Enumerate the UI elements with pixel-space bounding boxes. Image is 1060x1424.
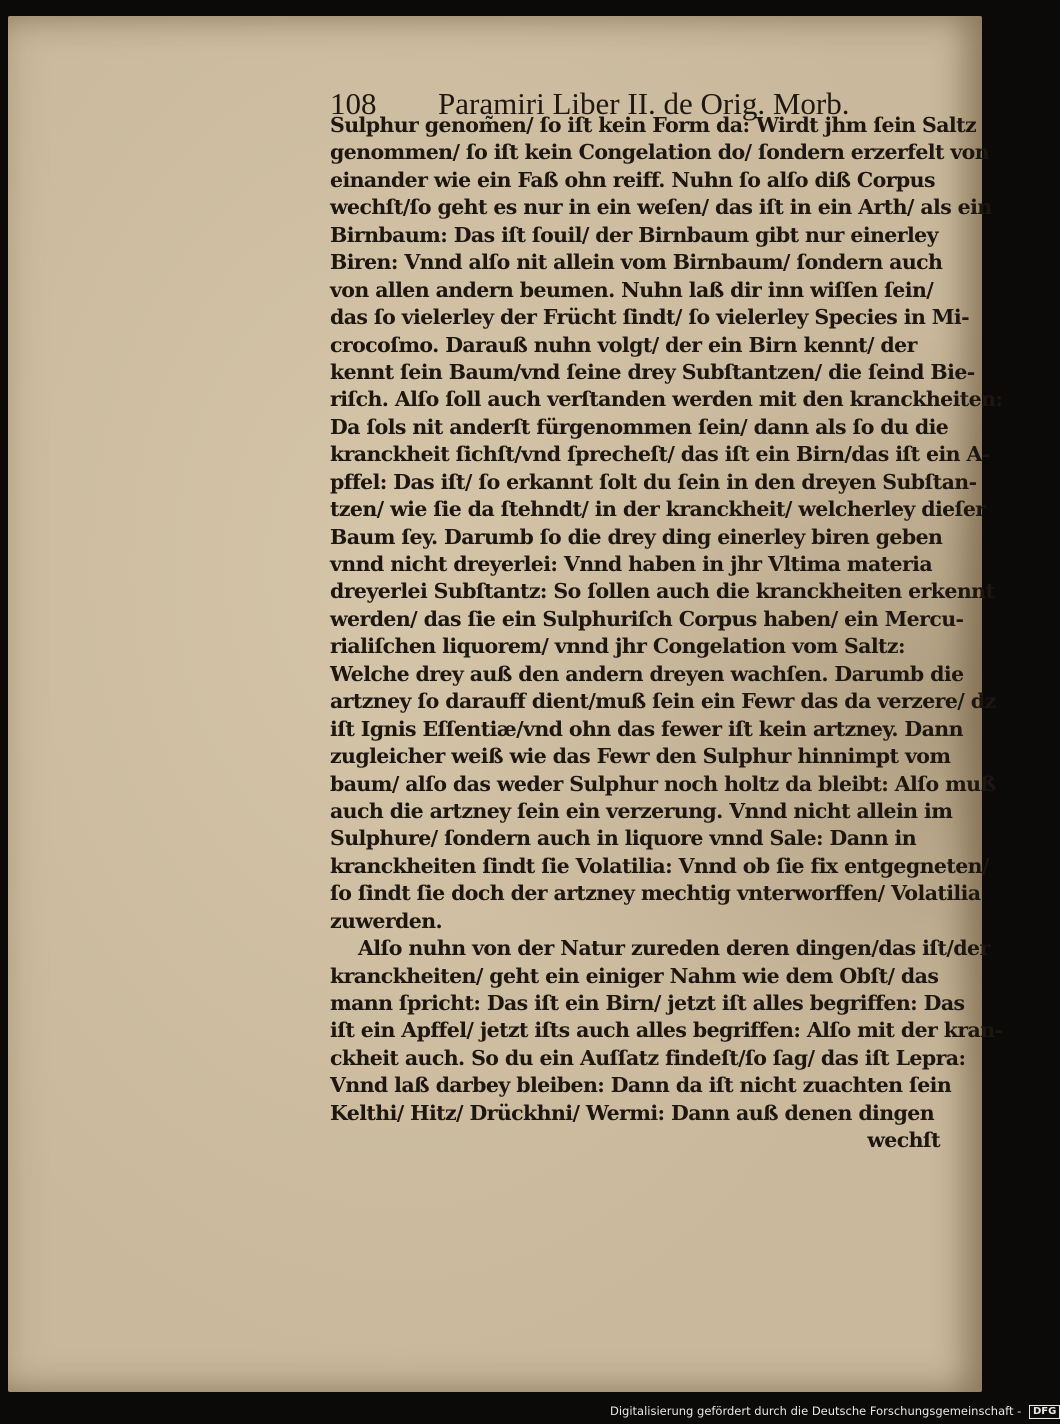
catchword: wechſt	[867, 1128, 940, 1153]
text-line: ckheit auch. So du ein Auſſatz findeſt/ſo ſag/ das iſt Lepra:	[330, 1045, 966, 1070]
text-line: von allen andern beumen. Nuhn laß dir inn wiſſen ſein/	[330, 277, 934, 302]
text-line: baum/ alſo das weder Sulphur noch holtz da bleibt: Alſo muß	[330, 771, 996, 796]
text-line: einander wie ein Faß ohn reiff. Nuhn ſo alſo diß Corpus	[330, 167, 935, 192]
text-line: iſt ein Apffel/ jetzt iſts auch alles begriffen: Alſo mit der kran-	[330, 1018, 1003, 1043]
paragraph-start-line: Alſo nuhn von der Natur zureden deren dingen/das iſt/der	[358, 936, 990, 961]
text-line: mann ſpricht: Das iſt ein Birn/ jetzt iſt alles begriffen: Das	[330, 991, 965, 1015]
credit-text: Digitalisierung gefördert durch die Deutsche Forschungsgemeinschaft -	[610, 1404, 1022, 1418]
text-line: ſo ſindt ſie doch der artzney mechtig vnterworffen/ Volatilia	[330, 881, 981, 906]
text-line: zuwerden.	[330, 908, 443, 933]
body-text	[330, 112, 1003, 1155]
dfg-logo: DFG	[1029, 1405, 1060, 1419]
text-line: das ſo vielerley der Frücht ſindt/ ſo vielerley Species in Mi-	[330, 305, 969, 330]
text-line: vnnd nicht dreyerlei: Vnnd haben in jhr Vltima materia	[330, 552, 933, 576]
text-line: pffel: Das iſt/ ſo erkannt ſolt du ſein in den dreyen Subſtan-	[330, 469, 977, 494]
digitization-credit	[610, 1404, 1060, 1419]
text-line: Welche drey auß den andern dreyen wachſen. Darumb die	[330, 661, 964, 686]
text-line: Biren: Vnnd alſo nit allein vom Birnbaum/ ſondern auch	[330, 250, 943, 275]
text-line: Sulphur genom̃en/ ſo iſt kein Form da: Wirdt jhm ſein Saltz	[330, 113, 976, 137]
text-line: crocoſmo. Darauß nuhn volgt/ der ein Birn kennt/ der	[330, 332, 917, 357]
text-line: Baum ſey. Darumb ſo die drey ding einerley biren geben	[330, 524, 943, 549]
running-title: Paramiri Liber II. de Orig. Morb.	[438, 86, 850, 121]
text-line: dreyerlei Subſtantz: So ſollen auch die kranckheiten erkennt	[330, 579, 995, 604]
text-line: Birnbaum: Das iſt ſouil/ der Birnbaum gibt nur einerley	[330, 222, 938, 247]
text-line: tzen/ wie ſie da ſtehndt/ in der kranckheit/ welcherley dieſer	[330, 497, 986, 522]
text-line: Sulphure/ ſondern auch in liquore vnnd Sale: Dann in	[330, 826, 917, 851]
text-line: kranckheiten ſindt ſie Volatilia: Vnnd ob ſie fix entgegneten/	[330, 853, 989, 878]
text-line: rialiſchen liquorem/ vnnd jhr Congelation vom Saltz:	[330, 634, 905, 659]
text-line: kennt ſein Baum/vnd ſeine drey Subſtantzen/ die ſeind Bie-	[330, 359, 975, 384]
text-line: wechſt/ſo geht es nur in ein weſen/ das iſt in ein Arth/ als ein	[330, 195, 992, 220]
text-line: Kelthi/ Hitz/ Drückhni/ Wermi: Dann auß denen dingen	[330, 1100, 935, 1125]
text-line: werden/ das ſie ein Sulphuriſch Corpus haben/ ein Mercu-	[330, 606, 964, 631]
text-line: riſch. Alſo ſoll auch verſtanden werden mit den kranckheiten:	[330, 387, 1003, 412]
text-line: auch die artzney ſein ein verzerung. Vnnd nicht allein im	[330, 798, 953, 823]
text-line: Da ſols nit anderſt fürgenommen ſein/ dann als ſo du die	[330, 414, 949, 439]
text-line: zugleicher weiß wie das Fewr den Sulphur hinnimpt vom	[330, 744, 951, 769]
text-line: iſt Ignis Eſſentiæ/vnd ohn das fewer iſt kein artzney. Dann	[330, 716, 963, 741]
text-line: kranckheiten/ geht ein einiger Nahm wie dem Obſt/ das	[330, 963, 939, 988]
text-line: kranckheit ſichſt/vnd ſprecheſt/ das iſt ein Birn/das iſt ein A-	[330, 442, 990, 467]
text-line: genommen/ ſo iſt kein Congelation do/ ſondern erzerfelt von	[330, 140, 990, 165]
text-line: artzney ſo darauff dient/muß ſein ein Fewr das da verzere/ dz	[330, 689, 996, 714]
page-number: 108	[330, 86, 377, 121]
text-line: Vnnd laß darbey bleiben: Dann da iſt nicht zuachten ſein	[330, 1073, 952, 1098]
